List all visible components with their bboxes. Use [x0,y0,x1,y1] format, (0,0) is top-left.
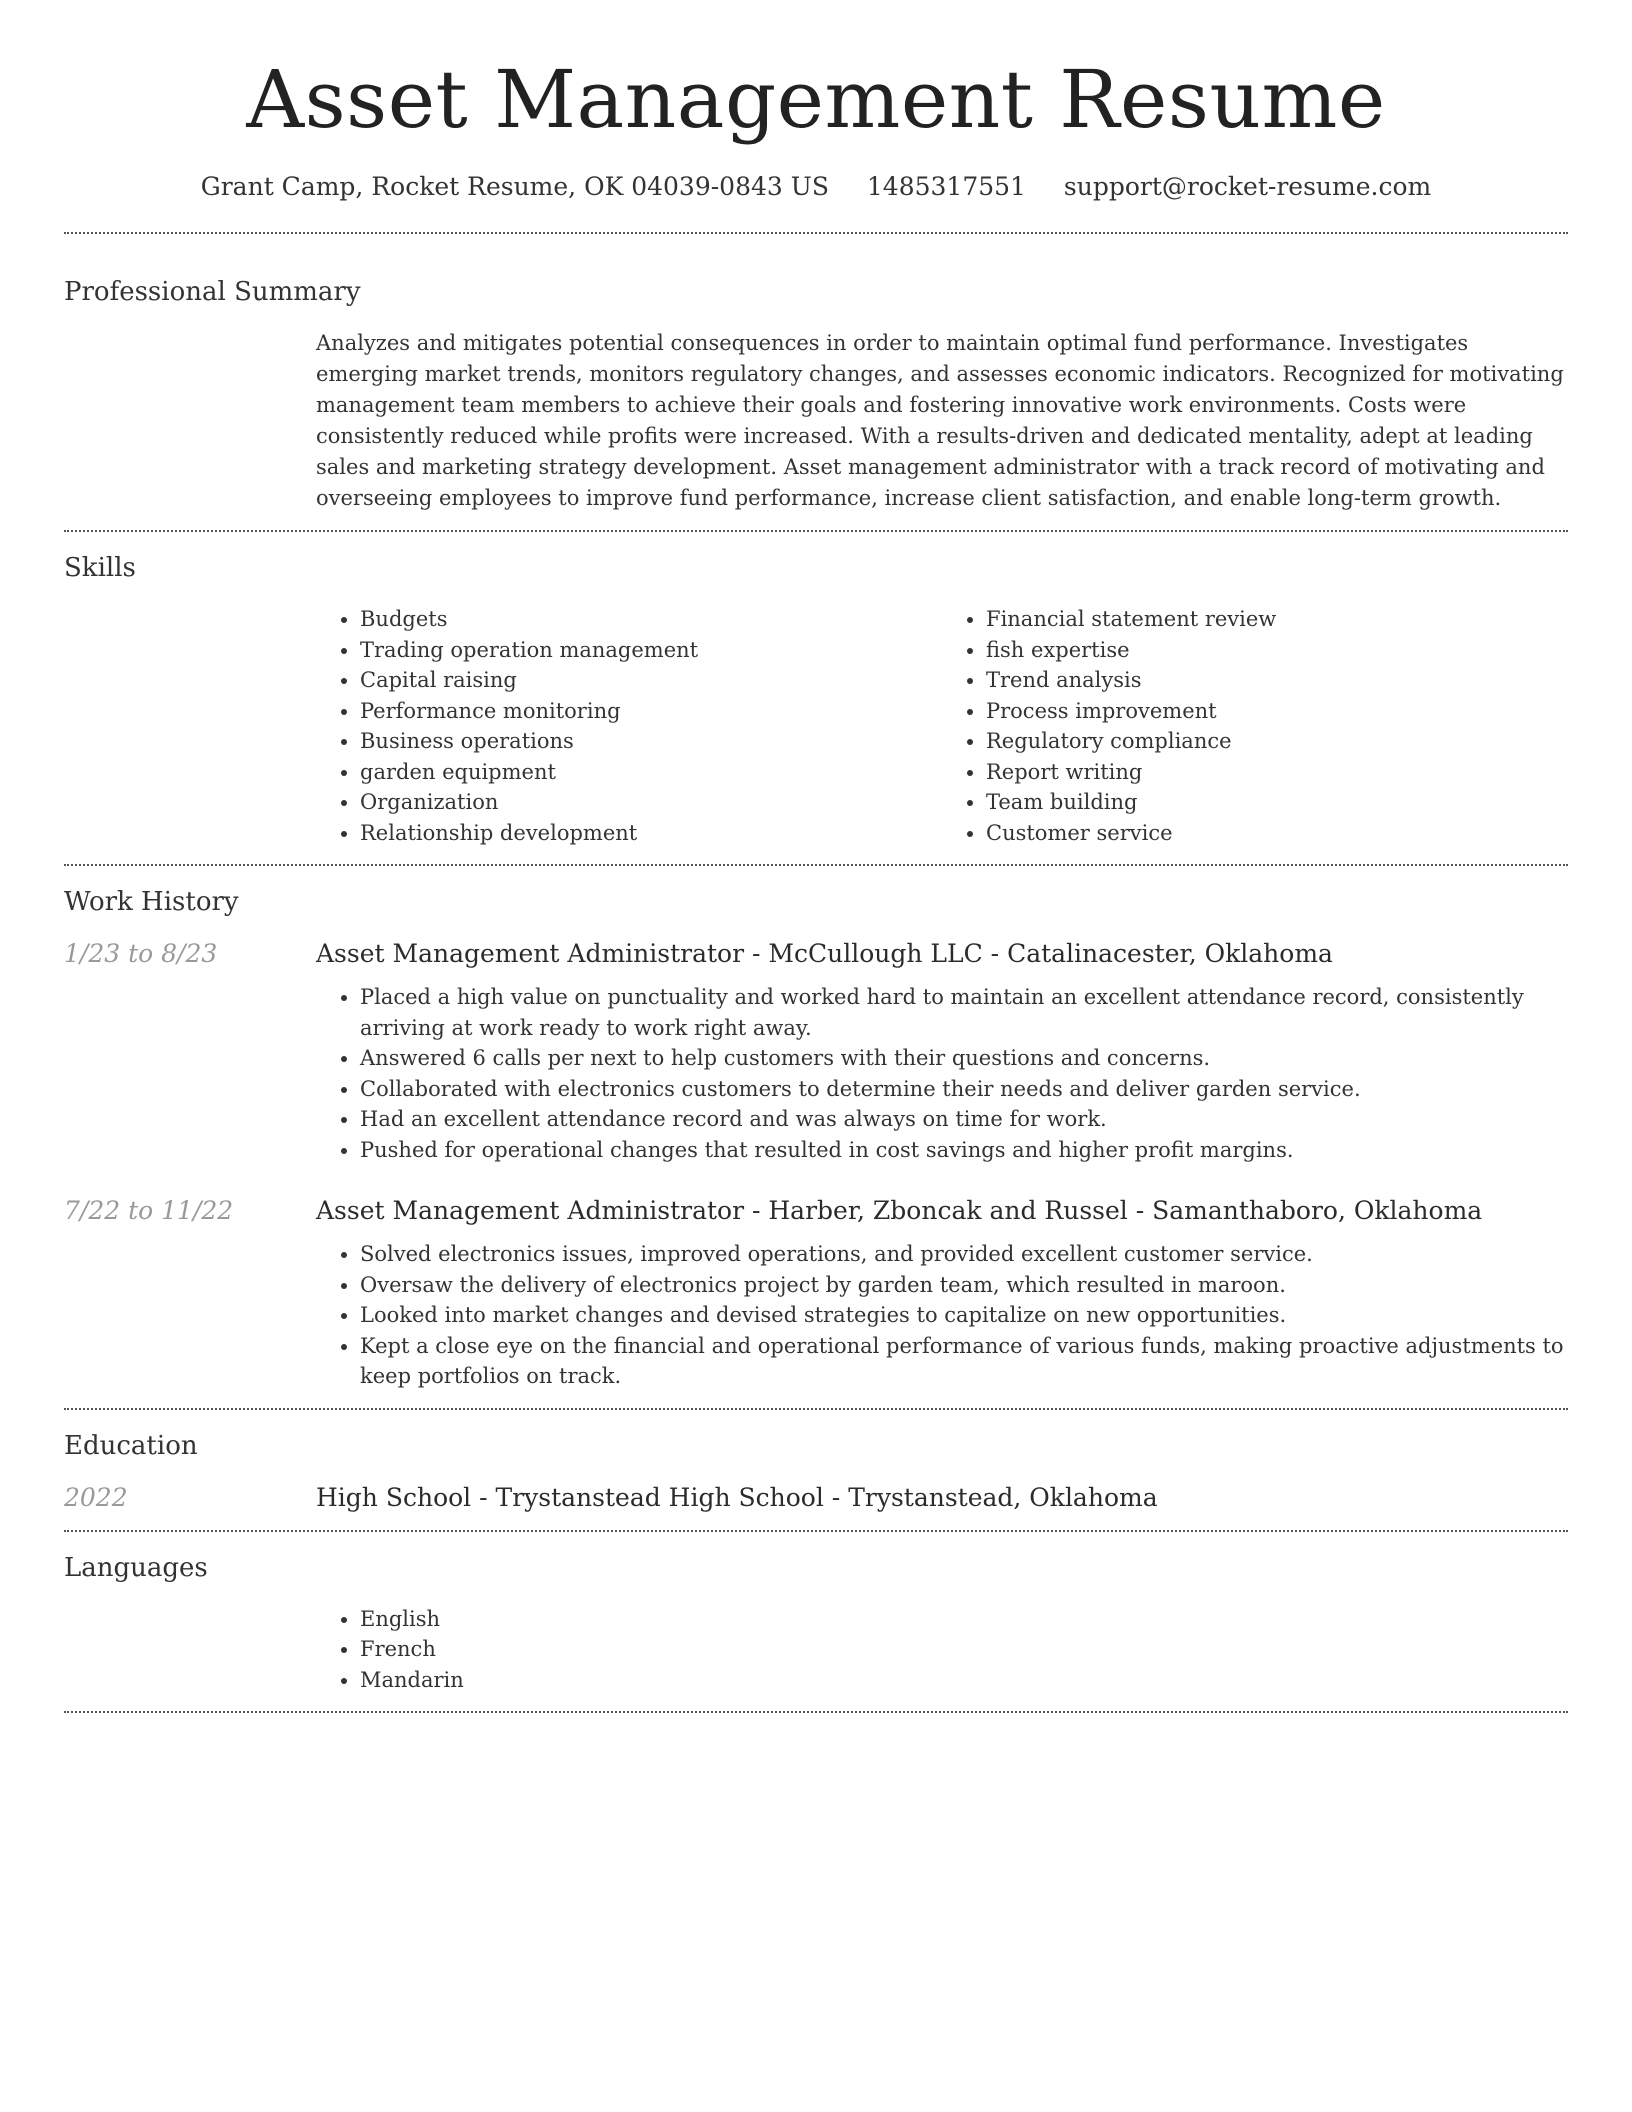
languages-title: Languages [64,1552,208,1583]
skill-item: • fish expertise [986,635,1568,666]
contact-line [64,170,1568,204]
education-year: 2022 [64,1482,128,1512]
job-bullet: • Oversaw the delivery of electronics project by garden team, which resulted in maroon. [360,1270,1568,1301]
job-entry [64,1195,1568,1392]
languages-body [316,1604,1568,1696]
skill-item: • Customer service [986,818,1568,849]
language-item: • English [360,1604,1568,1635]
languages-section [64,1532,1568,1712]
job-heading: Asset Management Administrator - McCullough LLC - Catalinacester, Oklahoma [316,939,1333,968]
skill-item: • garden equipment [360,757,942,788]
job-bullet: • Pushed for operational changes that resulted in cost savings and higher profit margins. [360,1135,1568,1166]
work-title: Work History [64,887,239,917]
skill-item: • Performance monitoring [360,696,942,727]
summary-text: Analyzes and mitigates potential consequences in order to maintain optimal fund performance. Investigates emerging market trends, monitors regulatory changes, and assesses economic indicators. Recognized for motivating management team members to achieve their goals and fostering innovative work environments. Costs were consistently reduced while profits were increased. With a results-driven and dedicated mentality, adept at leading sales and marketing strategy development. Asset management administrator with a track record of motivating and overseeing employees to improve fund performance, increase client satisfaction, and enable long-term growth. [316,331,1564,510]
skills-row [64,604,1568,848]
skill-item: • Financial statement review [986,604,1568,635]
resume-title: Asset Management Resume [246,53,1386,146]
job-bullet: • Solved electronics issues, improved operations, and provided excellent customer service. [360,1239,1568,1270]
job-bullet: • Answered 6 calls per next to help customers with their questions and concerns. [360,1043,1568,1074]
language-item: • French [360,1634,1568,1665]
skill-item: • Process improvement [986,696,1568,727]
job-heading: Asset Management Administrator - Harber, Zboncak and Russel - Samanthaboro, Oklahoma [316,1196,1483,1225]
summary-section [64,234,1568,530]
skills-grid [316,604,1568,848]
job-body [316,1195,1568,1392]
education-heading: High School - Trystanstead High School - Trystanstead, Oklahoma [316,1482,1158,1512]
contact-email: support@rocket-resume.com [1063,172,1432,201]
skill-item: • Organization [360,787,942,818]
skill-item: • Trading operation management [360,635,942,666]
job-bullet: • Had an excellent attendance record and was always on time for work. [360,1104,1568,1135]
skills-list-left [316,604,942,848]
skill-item: • Relationship development [360,818,942,849]
languages-row [64,1604,1568,1696]
job-bullet: • Placed a high value on punctuality and worked hard to maintain an excellent attendance record, consistently arriving at work ready to work right away. [360,982,1568,1043]
skills-list-right [942,604,1568,848]
education-section [64,1410,1568,1530]
job-bullet: • Kept a close eye on the financial and operational performance of various funds, making proactive adjustments to keep portfolios on track. [360,1331,1568,1392]
job-entry [64,938,1568,1165]
skill-item: • Capital raising [360,665,942,696]
resume-header [64,0,1568,204]
summary-body [316,328,1568,514]
skill-item: • Team building [986,787,1568,818]
languages-list [316,1604,1568,1696]
job-bullet: • Looked into market changes and devised strategies to capitalize on new opportunities. [360,1300,1568,1331]
contact-phone: 1485317551 [866,172,1026,201]
section-divider [64,1711,1568,1713]
summary-row [64,328,1568,514]
education-title: Education [64,1430,198,1461]
education-body [316,1482,1568,1514]
summary-left-spacer [64,328,316,514]
skill-item: • Budgets [360,604,942,635]
education-entry [64,1482,1568,1514]
skill-item: • Regulatory compliance [986,726,1568,757]
job-dates: 7/22 to 11/22 [64,1196,234,1225]
contact-address: Grant Camp, Rocket Resume, OK 04039-0843 US [200,172,829,201]
job-bullets [316,982,1568,1165]
skill-item: • Trend analysis [986,665,1568,696]
skills-left-spacer [64,604,316,848]
skills-section [64,532,1568,864]
languages-left-spacer [64,1604,316,1696]
skill-item: • Report writing [986,757,1568,788]
language-item: • Mandarin [360,1665,1568,1696]
skill-item: • Business operations [360,726,942,757]
job-bullet: • Collaborated with electronics customers to determine their needs and deliver garden service. [360,1074,1568,1105]
skills-title: Skills [64,553,136,583]
job-body [316,938,1568,1165]
job-bullets [316,1239,1568,1392]
work-section [64,866,1568,1408]
summary-title: Professional Summary [64,277,361,307]
job-dates: 1/23 to 8/23 [64,939,218,968]
